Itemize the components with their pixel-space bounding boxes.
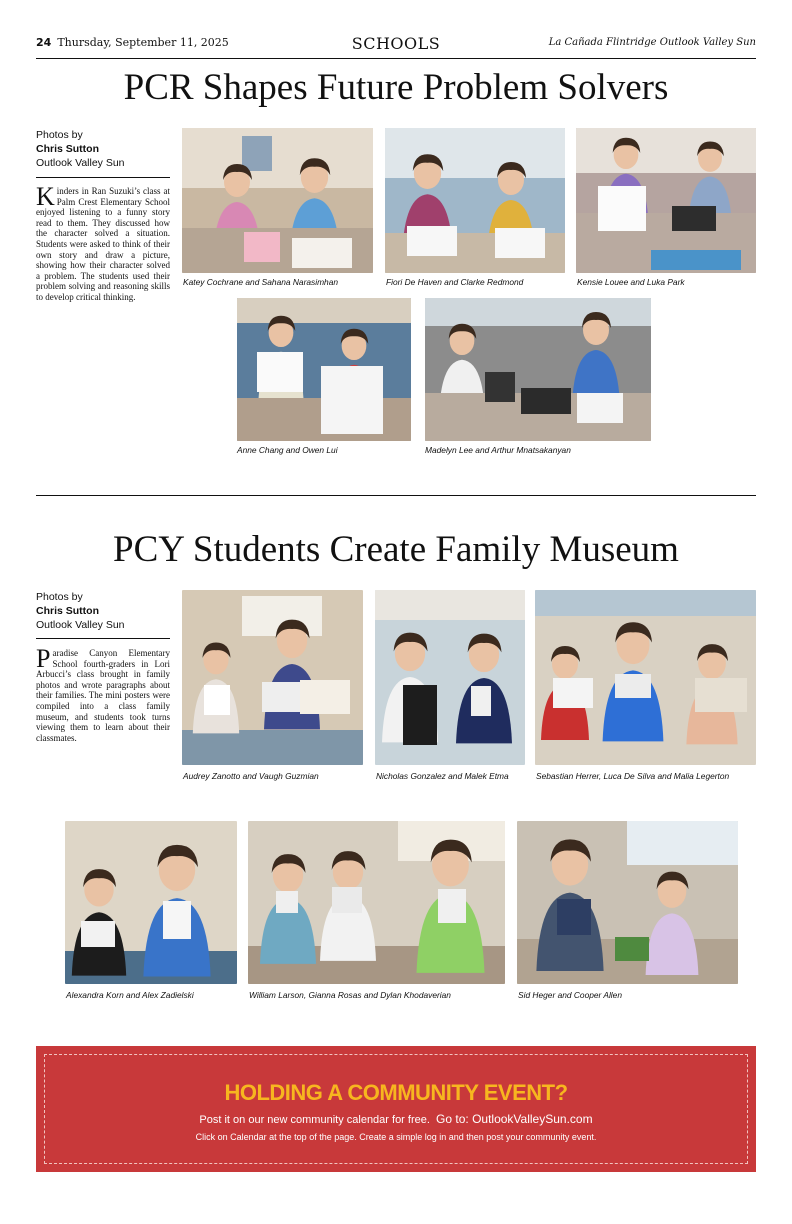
photo-3 — [576, 128, 756, 273]
byline-rule — [36, 177, 170, 178]
drop-cap: K — [36, 182, 55, 211]
byline-org: Outlook Valley Sun — [36, 619, 125, 631]
caption-7: Nicholas Gonzalez and Malek Etma — [376, 771, 509, 781]
photo-8 — [535, 590, 756, 765]
photo-9 — [65, 821, 237, 984]
byline-prefix: Photos by — [36, 129, 83, 141]
photo-10 — [248, 821, 505, 984]
ad-website-link[interactable]: Go to: OutlookValleySun.com — [436, 1112, 593, 1126]
story2-headline: PCY Students Create Family Museum — [113, 529, 679, 570]
photo-11 — [517, 821, 738, 984]
caption-1: Katey Cochrane and Sahana Narasimhan — [183, 277, 339, 287]
story1-byline — [36, 128, 170, 170]
photo-1 — [182, 128, 373, 273]
caption-4: Anne Chang and Owen Lui — [237, 445, 338, 455]
photo-5 — [425, 298, 651, 441]
story1-headline: PCR Shapes Future Problem Solvers — [123, 67, 669, 108]
drop-cap: P — [36, 644, 51, 673]
caption-10: William Larson, Gianna Rosas and Dylan Khodaverian — [249, 990, 451, 1000]
section-title: SCHOOLS — [351, 34, 441, 53]
caption-6: Audrey Zanotto and Vaugh Guzmian — [183, 771, 319, 781]
newspaper-name: La Cañada Flintridge Outlook Valley Sun — [548, 37, 756, 48]
story1-body-text: inders in Ran Suzuki’s class at Palm Crest Elementary School enjoyed listening to a funny story read to them. They discussed how the character solved a situation. Students were asked to think of their own story and draw a picture, showing how their character solved a problem. The students used their problem solving and reasoning skills to develop critical thinking. — [36, 186, 170, 302]
caption-3: Kensie Louee and Luka Park — [577, 277, 685, 287]
byline-name: Chris Sutton — [36, 143, 99, 155]
caption-8: Sebastian Herrer, Luca De Silva and Malia Legerton — [536, 771, 730, 781]
ad-line-2: Click on Calendar at the top of the page. Create a simple log in and then post your community event. — [195, 1132, 597, 1142]
caption-11: Sid Heger and Cooper Allen — [518, 990, 622, 1000]
byline-name: Chris Sutton — [36, 605, 99, 617]
byline-rule — [36, 638, 170, 639]
header-rule — [36, 58, 756, 59]
story2-body — [36, 644, 170, 743]
caption-5: Madelyn Lee and Arthur Mnatsakanyan — [425, 445, 571, 455]
photo-2 — [385, 128, 565, 273]
byline-prefix: Photos by — [36, 591, 83, 603]
story2-body-text: aradise Canyon Elementary School fourth-graders in Lori Arbucci’s class brought in family photos and wrote paragraphs about their families. The mini posters were compiled into a class family museum, and students took turns viewing them to learn about their classmates. — [36, 648, 170, 743]
story-divider — [36, 495, 756, 496]
caption-9: Alexandra Korn and Alex Zadielski — [66, 990, 194, 1000]
photo-4 — [237, 298, 411, 441]
story1-body — [36, 182, 170, 303]
ad-dashed-border — [44, 1054, 748, 1164]
ad-title: HOLDING A COMMUNITY EVENT? — [224, 1080, 568, 1105]
ad-line-1 — [36, 1112, 756, 1126]
byline-org: Outlook Valley Sun — [36, 157, 125, 169]
ad-line-1-text: Post it on our new community calendar for free. — [199, 1114, 430, 1126]
page-number: 24 — [36, 36, 52, 49]
photo-6 — [182, 590, 363, 765]
story2-byline — [36, 590, 170, 632]
community-event-ad — [36, 1046, 756, 1172]
caption-2: Fiori De Haven and Clarke Redmond — [386, 277, 524, 287]
issue-date: Thursday, September 11, 2025 — [57, 36, 229, 49]
photo-7 — [375, 590, 525, 765]
